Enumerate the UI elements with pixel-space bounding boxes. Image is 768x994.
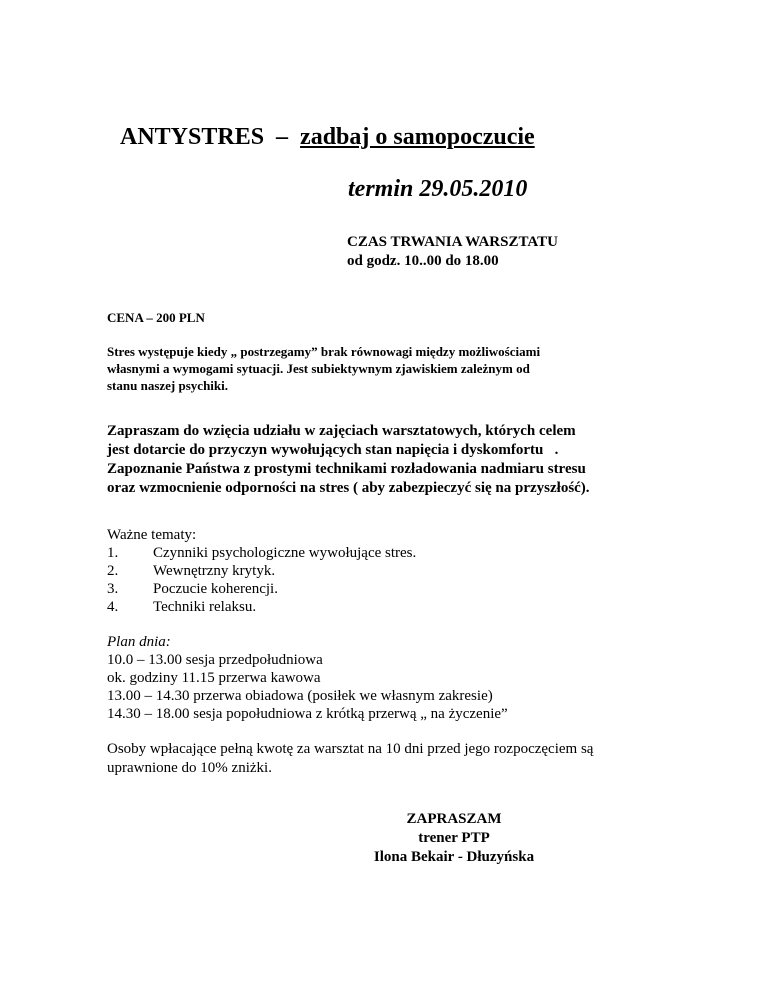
intro-line: stanu naszej psychiki. [107, 378, 228, 393]
topics-list [107, 526, 416, 616]
list-number: 1. [107, 545, 119, 561]
invite-paragraph [107, 422, 590, 498]
list-number: 4. [107, 599, 119, 615]
list-item [107, 580, 416, 598]
day-plan [107, 633, 508, 723]
invite-line: oraz wzmocnienie odporności na stres ( aby zabezpieczyć się na przyszłość). [107, 480, 590, 496]
list-number: 3. [107, 581, 119, 597]
event-date: termin 29.05.2010 [348, 176, 528, 202]
intro-line: własnymi a wymogami sytuacji. Jest subiektywnym zjawiskiem zależnym od [107, 361, 530, 376]
list-item [107, 544, 416, 562]
price: CENA – 200 PLN [107, 310, 205, 325]
intro-line: Stres występuje kiedy „ postrzegamy” brak równowagi między możliwościami [107, 344, 541, 359]
title-prefix: ANTYSTRES – [120, 124, 301, 150]
plan-line: 10.0 – 13.00 sesja przedpołudniowa [107, 652, 323, 668]
plan-heading: Plan dnia: [107, 634, 171, 650]
topics-heading: Ważne tematy: [107, 527, 197, 543]
plan-line: 14.30 – 18.00 sesja popołudniowa z krótką przerwą „ na życzenie” [107, 706, 508, 722]
signature-invite: ZAPRASZAM [406, 811, 502, 827]
title-subtitle: zadbaj o samopoczucie [300, 124, 535, 150]
signature-name: Ilona Bekair - Dłuzyńska [373, 849, 535, 865]
invite-line: Zapraszam do wzięcia udziału w zajęciach warsztatowych, których celem [107, 423, 576, 439]
duration-hours: od godz. 10..00 do 18.00 [347, 253, 499, 269]
list-text: Poczucie koherencji. [153, 581, 278, 597]
plan-line: ok. godziny 11.15 przerwa kawowa [107, 670, 321, 686]
invite-line: jest dotarcie do przyczyn wywołujących stan napięcia i dyskomfortu . [107, 442, 559, 458]
list-number: 2. [107, 563, 119, 579]
list-text: Wewnętrzny krytyk. [153, 563, 276, 579]
discount-line: Osoby wpłacające pełną kwotę za warsztat na 10 dni przed jego rozpoczęciem są [107, 741, 594, 757]
list-item [107, 562, 416, 580]
list-text: Czynniki psychologiczne wywołujące stres. [153, 545, 417, 561]
duration-heading: CZAS TRWANIA WARSZTATU [347, 234, 558, 250]
intro-paragraph [107, 343, 540, 394]
page-title [120, 124, 535, 151]
discount-line: uprawnione do 10% zniżki. [107, 760, 272, 776]
discount-paragraph [107, 740, 593, 778]
invite-line: Zapoznanie Państwa z prostymi technikami rozładowania nadmiaru stresu [107, 461, 586, 477]
duration-block [347, 233, 558, 271]
list-text: Techniki relaksu. [153, 599, 257, 615]
signature-role: trener PTP [418, 830, 490, 846]
list-item [107, 598, 416, 616]
plan-line: 13.00 – 14.30 przerwa obiadowa (posiłek we własnym zakresie) [107, 688, 493, 704]
signature-block [354, 810, 554, 867]
